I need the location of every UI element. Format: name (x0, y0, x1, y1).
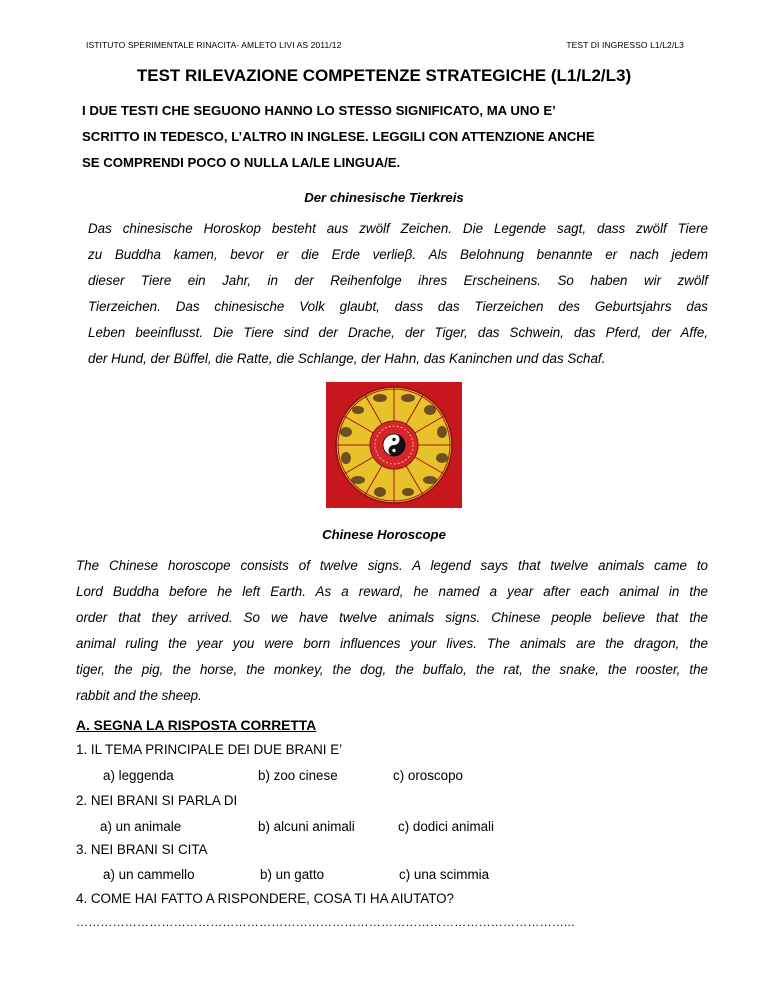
question-1-option-c[interactable]: c) oroscopo (393, 768, 463, 783)
question-3: 3. NEI BRANI SI CITA (76, 842, 208, 857)
header-right: TEST DI INGRESSO L1/L2/L3 (566, 40, 684, 50)
question-3-option-c[interactable]: c) una scimmia (399, 867, 490, 882)
header-left: ISTITUTO SPERIMENTALE RINACITA- AMLETO LIVI AS 2011/12 (86, 40, 342, 50)
intro-instructions (82, 98, 702, 176)
english-text (76, 553, 708, 709)
answer-line[interactable]: …………………………………………………………………………………………………………... (76, 915, 575, 929)
intro-line: SE COMPRENDI POCO O NULLA LA/LE LINGUA/E. (82, 155, 401, 170)
intro-line: SCRITTO IN TEDESCO, L’ALTRO IN INGLESE. LEGGILI CON ATTENZIONE ANCHE (82, 129, 595, 144)
german-heading: Der chinesische Tierkreis (304, 190, 464, 205)
german-line: der Hund, der Büffel, die Ratte, die Schlange, der Hahn, das Kaninchen und das Schaf. (88, 351, 606, 366)
english-line: tiger, the pig, the horse, the monkey, the dog, the buffalo, the rat, the snake, the rooster, the (76, 662, 708, 677)
german-line: dieser Tiere ein Jahr, in der Reihenfolge ihres Erscheinens. So haben wir zwölf (88, 273, 708, 288)
english-line: order that they arrived. So we have twelve animals signs. Chinese people believe that the (76, 610, 708, 625)
question-3-option-b[interactable]: b) un gatto (260, 867, 325, 882)
english-line: Lord Buddha before he left Earth. As a reward, he named a year after each animal in the (76, 584, 708, 599)
question-2: 2. NEI BRANI SI PARLA DI (76, 793, 238, 808)
section-a-title: A. SEGNA LA RISPOSTA CORRETTA (76, 718, 317, 733)
chinese-zodiac-wheel-image (326, 382, 462, 508)
page-title: TEST RILEVAZIONE COMPETENZE STRATEGICHE (L1/L2/L3) (136, 66, 632, 85)
intro-line: I DUE TESTI CHE SEGUONO HANNO LO STESSO SIGNIFICATO, MA UNO E’ (82, 103, 556, 118)
german-line: Tierzeichen. Das chinesische Volk glaubt, dass das Tierzeichen des Geburtsjahrs das (88, 299, 708, 314)
english-line: The Chinese horoscope consists of twelve signs. A legend says that twelve animals came to (76, 558, 708, 573)
question-1-option-b[interactable]: b) zoo cinese (258, 768, 338, 783)
question-1: 1. IL TEMA PRINCIPALE DEI DUE BRANI E’ (76, 742, 343, 757)
english-heading: Chinese Horoscope (322, 527, 446, 542)
question-2-option-c[interactable]: c) dodici animali (398, 819, 495, 834)
question-2-option-a[interactable]: a) un animale (100, 819, 182, 834)
german-text (88, 216, 708, 372)
question-3-option-a[interactable]: a) un cammello (103, 867, 195, 882)
german-line: zu Buddha kamen, bevor er die Erde verlieβ. Als Belohnung benannte er nach jedem (88, 247, 708, 262)
german-line: Leben beeinflusst. Die Tiere sind der Drache, der Tiger, das Schwein, das Pferd, der Affe, (88, 325, 708, 340)
question-1-option-a[interactable]: a) leggenda (103, 768, 174, 783)
german-line: Das chinesische Horoskop besteht aus zwölf Zeichen. Die Legende sagt, dass zwölf Tiere (88, 221, 708, 236)
english-line: animal ruling the year you were born influences your lives. The animals are the dragon, the (76, 636, 708, 651)
question-4: 4. COME HAI FATTO A RISPONDERE, COSA TI HA AIUTATO? (76, 891, 455, 906)
english-line: rabbit and the sheep. (76, 688, 202, 703)
question-2-option-b[interactable]: b) alcuni animali (258, 819, 355, 834)
